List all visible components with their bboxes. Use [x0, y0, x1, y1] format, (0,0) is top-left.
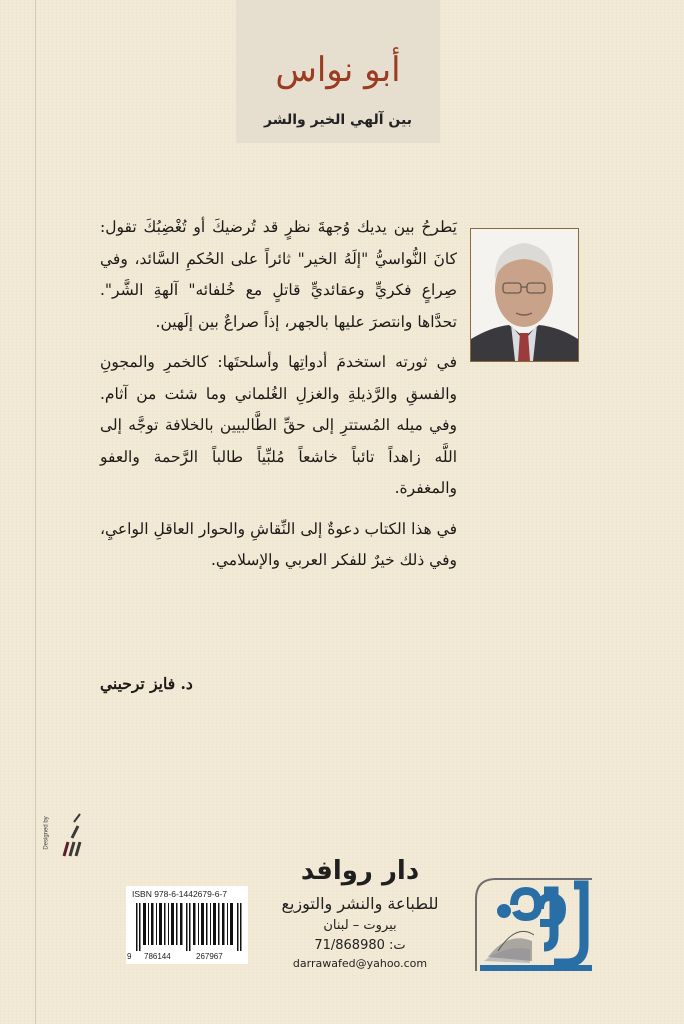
author-portrait-icon: [471, 229, 578, 361]
blurb-paragraph: في ثورته استخدمَ أدواتِها وأسلحتَها: كالخمرِ والمجونِ والفسقِ والرَّذيلةِ والغزلِ الغُلماني وما شئت من آثام. وفي ميله المُستترِ إلى حقِّ الطَّالبيين بالخلافة توجَّه إلى اللَّه زاهداً تائباً خاشعاً مُلبِّياً طالباً الرَّحمة والعفو والمغفرة.: [100, 353, 457, 497]
back-cover-blurb: [100, 212, 457, 586]
author-photo: [470, 228, 579, 362]
barcode-digits-right: 267967: [196, 952, 223, 961]
barcode-digits-left: 786144: [144, 952, 171, 961]
isbn-number: ISBN 978-6-1442679-6-7: [132, 889, 227, 899]
publisher-name: دار روافد: [300, 856, 420, 886]
designer-credit: [43, 812, 86, 862]
designer-label: Designed by: [43, 816, 50, 850]
publisher-logo-icon: [474, 875, 598, 973]
book-subtitle: بين آلهي الخير والشر: [264, 112, 412, 128]
designer-logo-icon: [58, 812, 88, 862]
author-signature: د. فايز ترحيني: [100, 674, 193, 693]
barcode-digit-first: 9: [127, 952, 132, 961]
title-box: [236, 0, 440, 143]
spine-fold-line: [35, 0, 36, 1024]
barcode-bars-icon: [134, 903, 244, 951]
publisher-city: بيروت – لبنان: [323, 918, 397, 933]
isbn-barcode: [126, 886, 248, 964]
publisher-info: [262, 852, 458, 972]
blurb-paragraph: يَطرحُ بين يديك وُجهةَ نظرٍ قد تُرضيكَ أو تُغْضِبُكَ تقول: كانَ النُّواسيُّ "إلَهُ الخير" ثائراً على الحُكمِ السَّائد، وفي صِراعٍ فكريٍّ وعقائديٍّ قاتلٍ مع خُلفائه" آلهةِ الشَّر". تحدَّاها وانتصرَ عليها بالجهر، إذاً صراعٌ بين إلَهين.: [100, 218, 457, 331]
blurb-paragraph: في هذا الكتاب دعوةٌ إلى النِّقاشِ والحوار العاقلِ الواعيِ، وفي ذلك خيرٌ للفكر العربي والإسلامي.: [100, 519, 457, 569]
publisher-phone: ت: 71/868980: [314, 938, 406, 953]
publisher-tagline: للطباعة والنشر والتوزيع: [281, 894, 439, 913]
publisher-email: darrawafed@yahoo.com: [292, 957, 428, 970]
book-title: أبو نواس: [275, 50, 401, 90]
